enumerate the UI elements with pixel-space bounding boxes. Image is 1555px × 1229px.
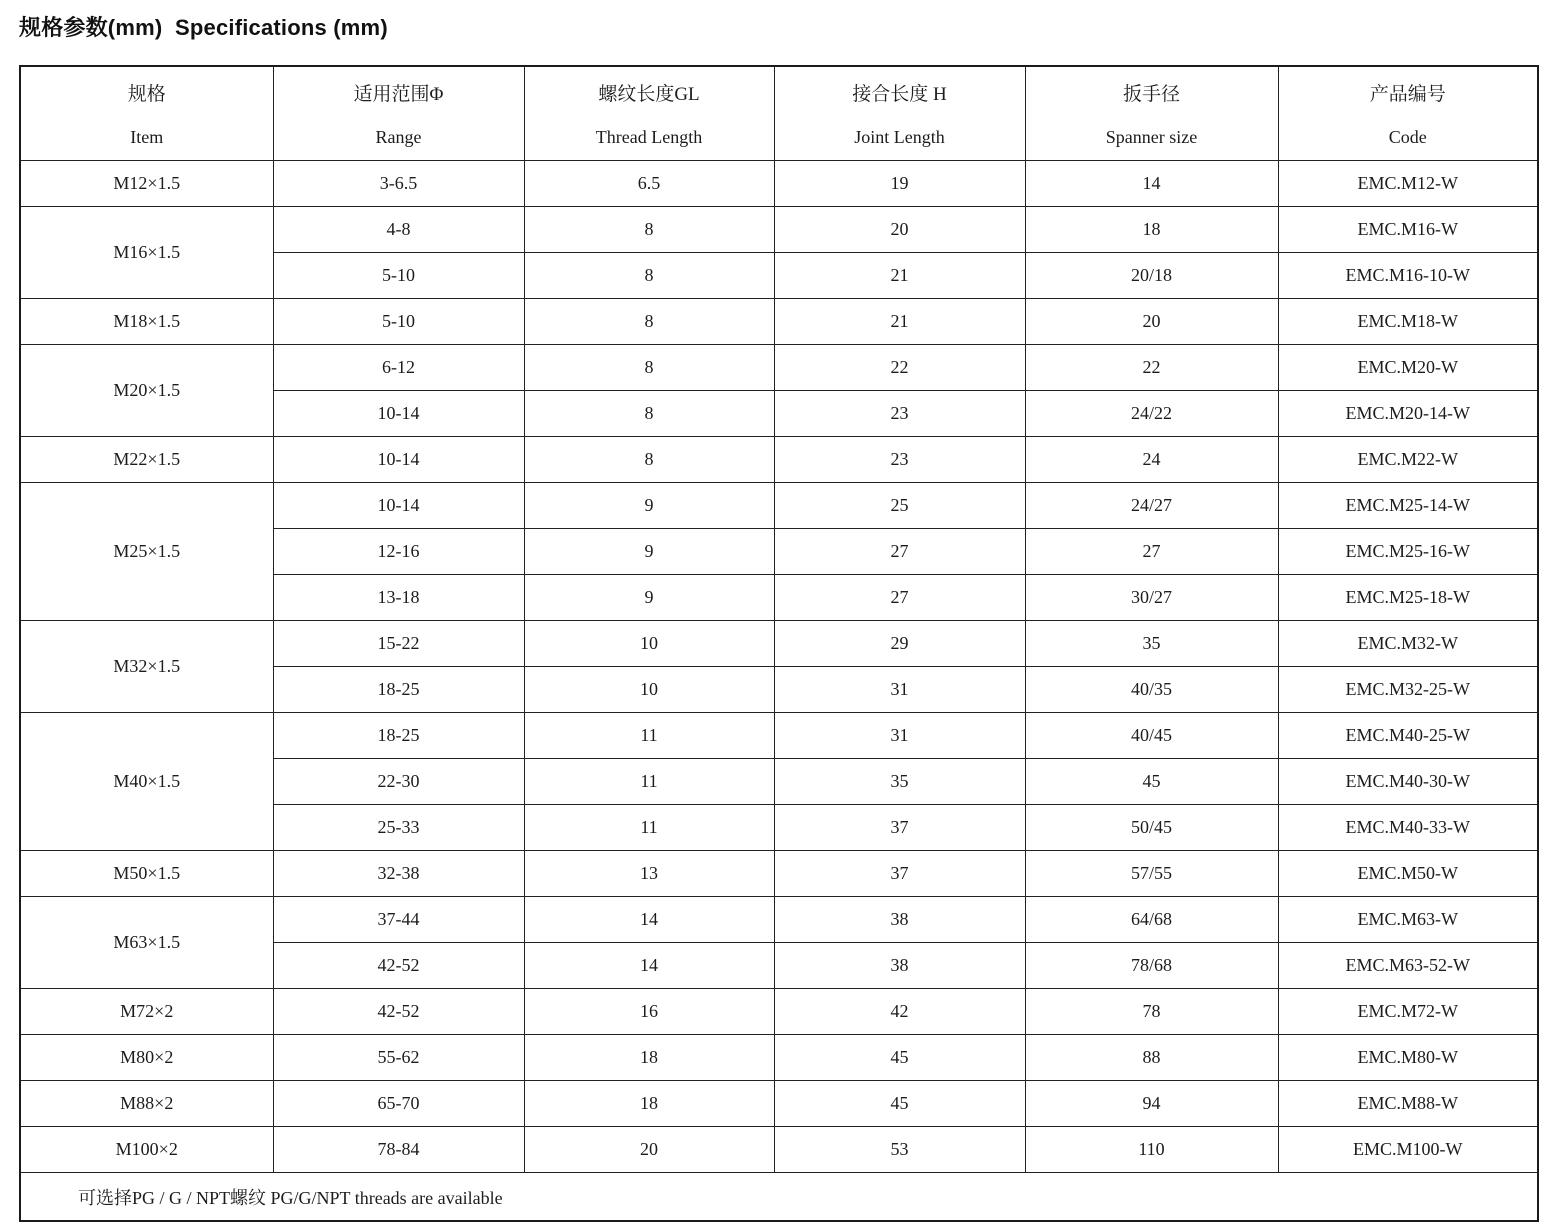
spanner-size-cell: 18 (1025, 207, 1278, 253)
thread-length-cell: 9 (524, 575, 774, 621)
spanner-size-cell: 94 (1025, 1081, 1278, 1127)
range-cell: 5-10 (273, 253, 524, 299)
spanner-size-cell: 14 (1025, 161, 1278, 207)
table-row (20, 299, 1538, 345)
column-header-range (273, 66, 524, 161)
joint-length-cell: 21 (774, 253, 1025, 299)
column-header-thread-length (524, 66, 774, 161)
item-cell (20, 621, 273, 713)
thread-length-cell: 11 (524, 759, 774, 805)
joint-length-cell: 29 (774, 621, 1025, 667)
range-cell: 10-14 (273, 391, 524, 437)
joint-length-cell: 45 (774, 1035, 1025, 1081)
joint-length-cell: 27 (774, 529, 1025, 575)
code-cell: EMC.M50-W (1278, 851, 1538, 897)
range-cell: 25-33 (273, 805, 524, 851)
code-cell: EMC.M22-W (1278, 437, 1538, 483)
column-header-code-zh: 产品编号 (1369, 84, 1446, 105)
item-label: M63×1.5 (113, 932, 181, 952)
joint-length-cell: 22 (774, 345, 1025, 391)
range-cell: 15-22 (273, 621, 524, 667)
spanner-size-cell: 110 (1025, 1127, 1278, 1173)
item-label: M16×1.5 (113, 242, 181, 262)
thread-length-cell: 10 (524, 621, 774, 667)
item-cell (20, 897, 273, 989)
joint-length-cell: 19 (774, 161, 1025, 207)
range-cell: 65-70 (273, 1081, 524, 1127)
table-header (20, 66, 1538, 161)
table-row (20, 1035, 1538, 1081)
spanner-size-cell: 78 (1025, 989, 1278, 1035)
thread-length-cell: 9 (524, 529, 774, 575)
code-cell: EMC.M32-W (1278, 621, 1538, 667)
code-cell: EMC.M72-W (1278, 989, 1538, 1035)
range-cell: 12-16 (273, 529, 524, 575)
joint-length-cell: 23 (774, 437, 1025, 483)
code-cell: EMC.M25-18-W (1278, 575, 1538, 621)
code-cell: EMC.M32-25-W (1278, 667, 1538, 713)
column-header-code (1278, 66, 1538, 161)
code-cell: EMC.M100-W (1278, 1127, 1538, 1173)
spanner-size-cell: 24 (1025, 437, 1278, 483)
spanner-size-cell: 88 (1025, 1035, 1278, 1081)
spanner-size-cell: 20/18 (1025, 253, 1278, 299)
range-cell: 18-25 (273, 667, 524, 713)
column-header-spanner-size-en: Spanner size (1105, 127, 1198, 147)
code-cell: EMC.M63-W (1278, 897, 1538, 943)
code-cell: EMC.M20-14-W (1278, 391, 1538, 437)
column-header-thread-length-zh: 螺纹长度GL (598, 84, 700, 105)
range-cell: 42-52 (273, 943, 524, 989)
thread-length-cell: 8 (524, 253, 774, 299)
table-row (20, 161, 1538, 207)
header-row (20, 66, 1538, 161)
joint-length-cell: 37 (774, 805, 1025, 851)
table-row (20, 345, 1538, 391)
joint-length-cell: 25 (774, 483, 1025, 529)
spanner-size-cell: 20 (1025, 299, 1278, 345)
range-cell: 6-12 (273, 345, 524, 391)
table-row (20, 621, 1538, 667)
footer-row (20, 1173, 1538, 1222)
item-label: M32×1.5 (113, 656, 181, 676)
range-cell: 10-14 (273, 483, 524, 529)
thread-length-cell: 11 (524, 805, 774, 851)
table-body (20, 161, 1538, 1222)
column-header-item-en: Item (130, 127, 164, 147)
joint-length-cell: 35 (774, 759, 1025, 805)
code-cell: EMC.M80-W (1278, 1035, 1538, 1081)
code-cell: EMC.M25-14-W (1278, 483, 1538, 529)
thread-length-cell: 8 (524, 299, 774, 345)
joint-length-cell: 53 (774, 1127, 1025, 1173)
thread-length-cell: 18 (524, 1035, 774, 1081)
spanner-size-cell: 78/68 (1025, 943, 1278, 989)
range-cell: 42-52 (273, 989, 524, 1035)
thread-length-cell: 8 (524, 207, 774, 253)
table-row (20, 1127, 1538, 1173)
code-cell: EMC.M18-W (1278, 299, 1538, 345)
spanner-size-cell: 24/22 (1025, 391, 1278, 437)
thread-length-cell: 8 (524, 345, 774, 391)
code-cell: EMC.M40-30-W (1278, 759, 1538, 805)
joint-length-cell: 21 (774, 299, 1025, 345)
thread-length-cell: 9 (524, 483, 774, 529)
spec-table (19, 65, 1539, 1222)
item-cell: M22×1.5 (20, 437, 273, 483)
code-cell: EMC.M16-10-W (1278, 253, 1538, 299)
item-cell: M25×1.5 (20, 483, 273, 621)
column-header-spanner-size-zh: 扳手径 (1122, 84, 1180, 105)
thread-length-cell: 18 (524, 1081, 774, 1127)
code-cell: EMC.M25-16-W (1278, 529, 1538, 575)
range-cell: 3-6.5 (273, 161, 524, 207)
spanner-size-cell: 27 (1025, 529, 1278, 575)
joint-length-cell: 20 (774, 207, 1025, 253)
range-cell: 13-18 (273, 575, 524, 621)
spanner-size-cell: 64/68 (1025, 897, 1278, 943)
thread-length-cell: 14 (524, 943, 774, 989)
table-row (20, 207, 1538, 253)
item-cell: M12×1.5 (20, 161, 273, 207)
range-cell: 5-10 (273, 299, 524, 345)
thread-length-cell: 14 (524, 897, 774, 943)
spanner-size-cell: 35 (1025, 621, 1278, 667)
item-cell: M72×2 (20, 989, 273, 1035)
item-cell: M80×2 (20, 1035, 273, 1081)
table-row (20, 1081, 1538, 1127)
page-title: 规格参数(mm) Specifications (mm) (19, 15, 388, 40)
thread-length-cell: 6.5 (524, 161, 774, 207)
range-cell: 22-30 (273, 759, 524, 805)
spanner-size-cell: 24/27 (1025, 483, 1278, 529)
range-cell: 4-8 (273, 207, 524, 253)
table-row (20, 897, 1538, 943)
thread-length-cell: 8 (524, 437, 774, 483)
spanner-size-cell: 45 (1025, 759, 1278, 805)
joint-length-cell: 27 (774, 575, 1025, 621)
joint-length-cell: 38 (774, 897, 1025, 943)
spanner-size-cell: 57/55 (1025, 851, 1278, 897)
thread-length-cell: 16 (524, 989, 774, 1035)
item-cell: M100×2 (20, 1127, 273, 1173)
column-header-spanner-size (1025, 66, 1278, 161)
spanner-size-cell: 22 (1025, 345, 1278, 391)
joint-length-cell: 42 (774, 989, 1025, 1035)
column-header-item (20, 66, 273, 161)
spanner-size-cell: 50/45 (1025, 805, 1278, 851)
spanner-size-cell: 30/27 (1025, 575, 1278, 621)
range-cell: 55-62 (273, 1035, 524, 1081)
joint-length-cell: 45 (774, 1081, 1025, 1127)
thread-length-cell: 8 (524, 391, 774, 437)
item-cell: M40×1.5 (20, 713, 273, 851)
item-cell: M50×1.5 (20, 851, 273, 897)
column-header-joint-length-zh: 接合长度 H (852, 84, 947, 105)
item-label: M20×1.5 (113, 380, 181, 400)
footer-note: 可选择PG / G / NPT螺纹 PG/G/NPT threads are available (20, 1173, 1538, 1222)
spanner-size-cell: 40/35 (1025, 667, 1278, 713)
joint-length-cell: 31 (774, 713, 1025, 759)
spanner-size-cell: 40/45 (1025, 713, 1278, 759)
column-header-thread-length-en: Thread Length (595, 127, 703, 147)
column-header-item-zh: 规格 (127, 84, 166, 105)
range-cell: 37-44 (273, 897, 524, 943)
item-cell (20, 345, 273, 437)
table-row (20, 713, 1538, 759)
column-header-joint-length-en: Joint Length (854, 127, 945, 147)
joint-length-cell: 38 (774, 943, 1025, 989)
table-row (20, 483, 1538, 529)
thread-length-cell: 10 (524, 667, 774, 713)
range-cell: 78-84 (273, 1127, 524, 1173)
code-cell: EMC.M20-W (1278, 345, 1538, 391)
range-cell: 32-38 (273, 851, 524, 897)
code-cell: EMC.M40-25-W (1278, 713, 1538, 759)
item-cell: M88×2 (20, 1081, 273, 1127)
joint-length-cell: 37 (774, 851, 1025, 897)
table-row (20, 851, 1538, 897)
code-cell: EMC.M40-33-W (1278, 805, 1538, 851)
column-header-joint-length (774, 66, 1025, 161)
column-header-range-en: Range (375, 127, 422, 147)
item-cell (20, 207, 273, 299)
code-cell: EMC.M16-W (1278, 207, 1538, 253)
column-header-range-zh: 适用范围Φ (353, 84, 444, 105)
column-header-code-en: Code (1388, 127, 1427, 147)
table-row (20, 989, 1538, 1035)
table-row (20, 437, 1538, 483)
item-cell: M18×1.5 (20, 299, 273, 345)
code-cell: EMC.M63-52-W (1278, 943, 1538, 989)
joint-length-cell: 23 (774, 391, 1025, 437)
thread-length-cell: 13 (524, 851, 774, 897)
range-cell: 18-25 (273, 713, 524, 759)
range-cell: 10-14 (273, 437, 524, 483)
thread-length-cell: 11 (524, 713, 774, 759)
code-cell: EMC.M88-W (1278, 1081, 1538, 1127)
thread-length-cell: 20 (524, 1127, 774, 1173)
joint-length-cell: 31 (774, 667, 1025, 713)
code-cell: EMC.M12-W (1278, 161, 1538, 207)
